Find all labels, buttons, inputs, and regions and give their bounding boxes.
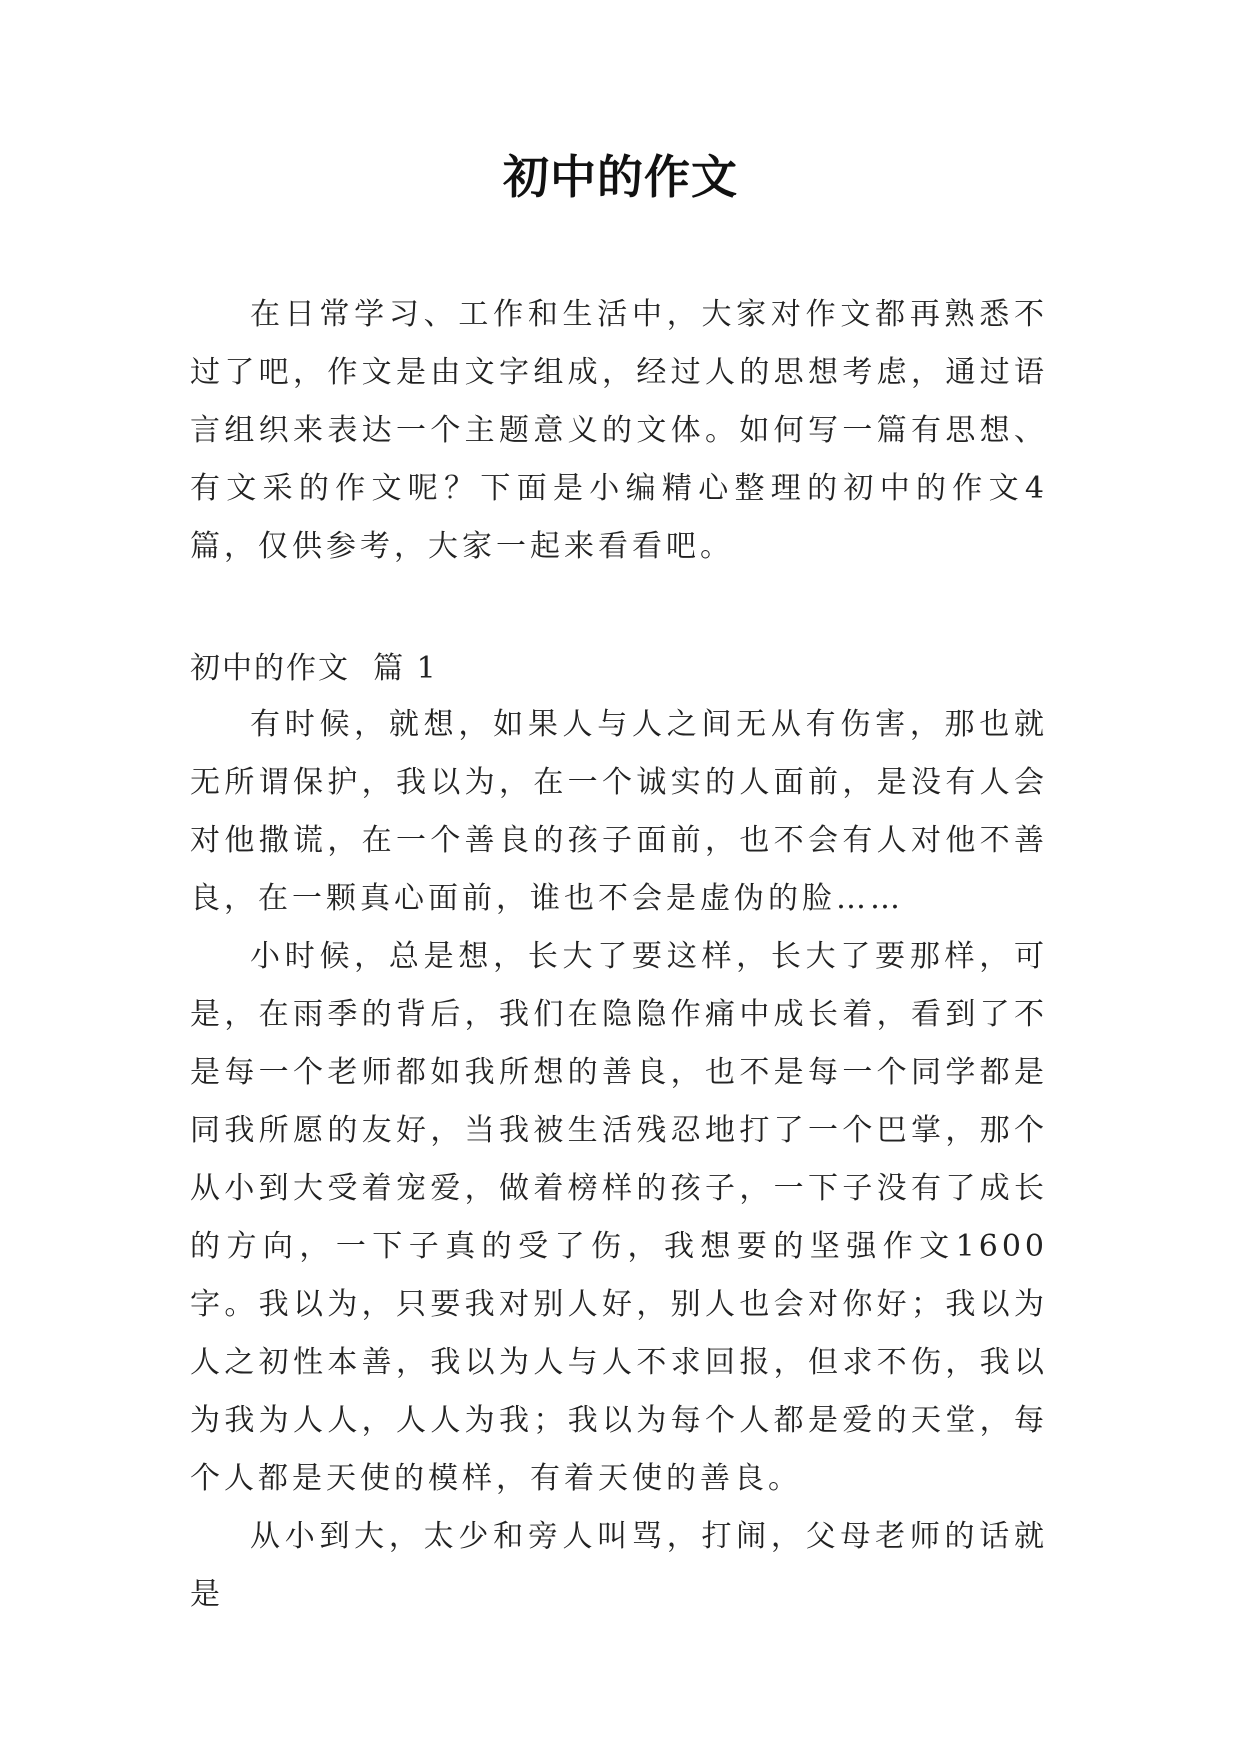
body-paragraph: 从小到大，太少和旁人叫骂，打闹，父母老师的话就是 <box>190 1519 1048 1612</box>
intro-text: 在日常学习、工作和生活中，大家对作文都再熟悉不过了吧，作文是由文字组成，经过人的思想考虑，通过语言组织来表达一个主题意义的文体。如何写一篇有思想、有文采的作文呢？下面是小编精心整理的初中的作文4篇，仅供参考，大家一起来看看吧。 <box>190 297 1048 564</box>
body-paragraph: 小时候，总是想，长大了要这样，长大了要那样，可是，在雨季的背后，我们在隐隐作痛中成长着，看到了不是每一个老师都如我所想的善良，也不是每一个同学都是同我所愿的友好，当我被生活残忍地打了一个巴掌，那个从小到大受着宠爱，做着榜样的孩子，一下子没有了成长的方向，一下子真的受了伤，我想要的坚强作文1600字。我以为，只要我对别人好，别人也会对你好；我以为人之初性本善，我以为人与人不求回报，但求不伤，我以为我为人人，人人为我；我以为每个人都是爱的天堂，每个人都是天使的模样，有着天使的善良。 <box>190 939 1048 1496</box>
section-body <box>190 696 1048 1624</box>
intro-paragraph <box>190 286 1048 576</box>
document-title: 初中的作文 <box>503 150 738 204</box>
section-heading: 初中的作文 篇 1 <box>190 651 438 686</box>
body-paragraph: 有时候，就想，如果人与人之间无从有伤害，那也就无所谓保护，我以为，在一个诚实的人面前，是没有人会对他撒谎，在一个善良的孩子面前，也不会有人对他不善良，在一颗真心面前，谁也不会是虚伪的脸…… <box>190 707 1048 916</box>
